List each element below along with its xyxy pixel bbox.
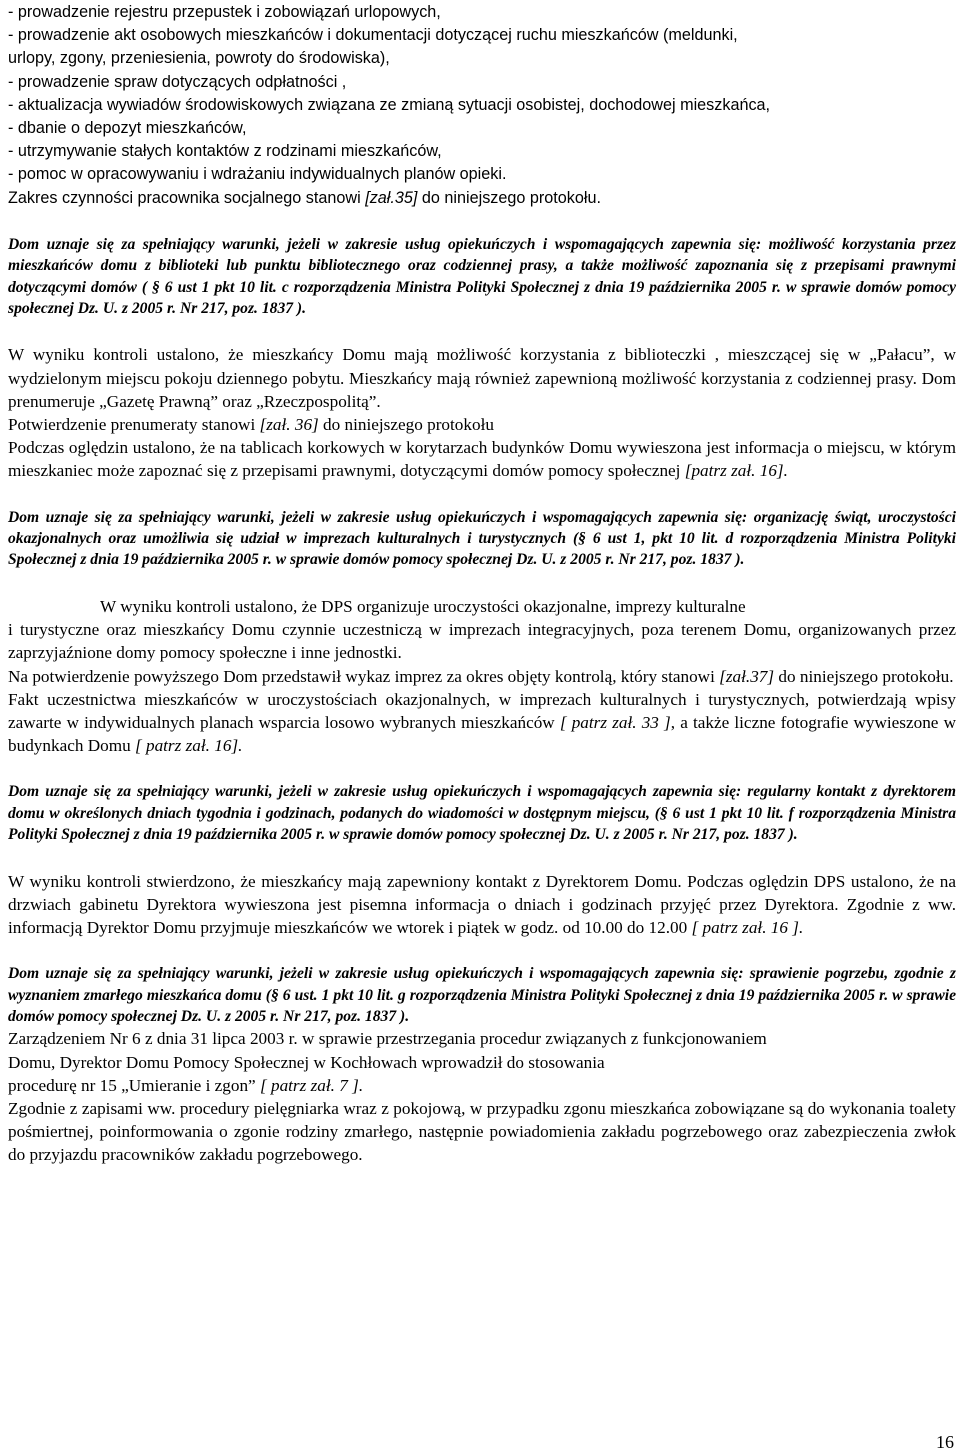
finding-funeral-order: Zarządzeniem Nr 6 z dnia 31 lipca 2003 r. w sprawie przestrzegania procedur związanych z funkcjonowaniem Domu, Dyrektor Domu Pomocy Społecznej w Kochłowach wprowadził do stosowania	[8, 1029, 767, 1072]
list-item: - prowadzenie rejestru przepustek i zobowiązań urlopowych,	[8, 3, 441, 21]
attachment-ref: [patrz zał. 16].	[684, 461, 788, 481]
finding-library: W wyniku kontroli ustalono, że mieszkańcy Domu mają możliwość korzystania z biblioteczki , mieszczącej się w „Pałacu”, w wydzielonym miejscu pokoju dziennego pobytu. Mieszkańcy mają również zapewnioną możliwość korzystania z codziennej prasy. Dom prenumeruje „Gazetę Prawną” oraz „Rzeczpospolitą”.	[8, 345, 956, 411]
attachment-ref: [zał.35]	[365, 188, 418, 207]
attachment-ref: [zał.37]	[719, 666, 775, 686]
finding-events-list: Na potwierdzenie powyższego Dom przedstawił wykaz imprez za okres objęty kontrolą, który stanowi [zał.37] do niniejszego protokołu.	[8, 666, 954, 686]
list-item: urlopy, zgony, przeniesienia, powroty do środowiska),	[8, 49, 390, 68]
attachment-ref: [ patrz zał. 16 ].	[691, 917, 804, 937]
list-item: - prowadzenie spraw dotyczących odpłatności ,	[8, 72, 347, 91]
finding-director-contact: W wyniku kontroli stwierdzono, że mieszkańcy mają zapewniony kontakt z Dyrektorem Domu. Podczas oględzin DPS ustalono, że na drzwiach gabinetu Dyrektora wywieszona jest pisemna informacja o dniach i godzinach przyjęć przez Dyrektora. Zgodnie z ww. informacją Dyrektor Domu przyjmuje mieszkańców we wtorek i piątek w godz. od 10.00 do 12.00 [ patrz zał. 16 ].	[8, 871, 956, 937]
attachment-ref: [zał. 36]	[259, 415, 319, 435]
page-number: 16	[936, 1432, 954, 1452]
criterion-funeral: Dom uznaje się za spełniający warunki, jeżeli w zakresie usług opiekuńczych i wspomagających zapewnia się: sprawienie pogrzebu, zgodnie z wyznaniem zmarłego mieszkańca domu (§ 6 ust. 1 pkt 10 lit. g rozporządzenia Ministra Polityki Społecznej z dnia 19 października 2005 r. w sprawie domów pomocy społecznej Dz. U. z 2005 r. Nr 217, poz. 1837 ).	[8, 965, 956, 1025]
list-item: - prowadzenie akt osobowych mieszkańców i dokumentacji dotyczącej ruchu mieszkańców (meldunki,	[8, 26, 738, 45]
attachment-ref: [ patrz zał. 16].	[134, 736, 243, 756]
list-item: - dbanie o depozyt mieszkańców,	[8, 119, 247, 138]
list-item: - utrzymywanie stałych kontaktów z rodzinami mieszkańców,	[8, 142, 442, 161]
list-item: - pomoc w opracowywaniu i wdrażaniu indywidualnych planów opieki.	[8, 165, 507, 184]
document-page	[8, 0, 956, 1167]
finding-events-participation: Fakt uczestnictwa mieszkańców w uroczystościach okazjonalnych, w imprezach kulturalnych i turystycznych, potwierdzają wpisy zawarte w indywidualnych planach wsparcia losowo wybranych mieszkańców [ patrz zał. 33 ], a także liczne fotografie wywieszone w budynkach Domu [ patrz zał. 16].	[8, 689, 956, 756]
criterion-library: Dom uznaje się za spełniający warunki, jeżeli w zakresie usług opiekuńczych i wspomagających zapewnia się: możliwość korzystania przez mieszkańców domu z biblioteki lub punktu bibliotecznego oraz codziennej prasy, a także możliwość zapoznania się z przepisami prawnymi dotyczącymi domów ( § 6 ust 1 pkt 10 lit. c rozporządzenia Ministra Polityki Społecznej z dnia 19 października 2005 r. w sprawie domów pomocy społecznej Dz. U. z 2005 r. Nr 217, poz. 1837 ).	[8, 235, 956, 318]
finding-funeral-duties: Zgodnie z zapisami ww. procedury pielęgniarka wraz z pokojową, w przypadku zgonu mieszkańca zobowiązane są do wykonania toalety pośmiertnej, poinformowania o zgonie rodziny zmarłego, następnie powiadomienia zakładu pogrzebowego oraz zabezpieczenia zwłok do przyjazdu pracowników zakładu pogrzebowego.	[8, 1098, 956, 1165]
attachment-ref: [ patrz zał. 33 ]	[559, 712, 671, 732]
scope-line: Zakres czynności pracownika socjalnego stanowi [zał.35] do niniejszego protokołu.	[8, 188, 601, 207]
finding-funeral-procedure: procedurę nr 15 „Umieranie i zgon” [ patrz zał. 7 ].	[8, 1075, 364, 1095]
list-item: - aktualizacja wywiadów środowiskowych związana ze zmianą sytuacji osobistej, dochodowej mieszkańca,	[8, 95, 771, 114]
attachment-ref: [ patrz zał. 7 ].	[259, 1075, 364, 1095]
finding-subscription: Potwierdzenie prenumeraty stanowi [zał. 36] do niniejszego protokołu	[8, 415, 494, 435]
intro-list	[8, 0, 956, 187]
criterion-director-contact: Dom uznaje się za spełniający warunki, jeżeli w zakresie usług opiekuńczych i wspomagających zapewnia się: regularny kontakt z dyrektorem domu w określonych dniach tygodnia i godzinach, podanych do wiadomości w dostępnym miejscu, (§ 6 ust 1 pkt 10 lit. f rozporządzenia Ministra Polityki Społecznej z dnia 19 października 2005 r. w sprawie domów pomocy społecznej Dz. U. z 2005 r. Nr 217, poz. 1837 ).	[8, 783, 956, 844]
criterion-events: Dom uznaje się za spełniający warunki, jeżeli w zakresie usług opiekuńczych i wspomagających zapewnia się: organizację świąt, uroczystości okazjonalnych oraz umożliwia się udział w imprezach kulturalnych i turystycznych (§ 6 ust 1, pkt 10 lit. d rozporządzenia Ministra Polityki Społecznej z dnia 19 października 2005 r. w sprawie domów pomocy społecznej Dz. U. z 2005 r. Nr 217, poz. 1837 ).	[8, 508, 956, 569]
finding-events-first-line: W wyniku kontroli ustalono, że DPS organizuje uroczystości okazjonalne, imprezy kulturalne	[100, 596, 746, 616]
finding-events: i turystyczne oraz mieszkańcy Domu czynnie uczestniczą w imprezach integracyjnych, poza terenem Domu, organizowanych przez zaprzyjaźnione domy pomocy społeczne i inne jednostki.	[8, 620, 956, 663]
finding-notice-board: Podczas oględzin ustalono, że na tablicach korkowych w korytarzach budynków Domu wywieszona jest informacja o miejscu, w którym mieszkaniec może zapoznać się z przepisami prawnymi, dotyczącymi domów pomocy społecznej [patrz zał. 16].	[8, 438, 956, 481]
